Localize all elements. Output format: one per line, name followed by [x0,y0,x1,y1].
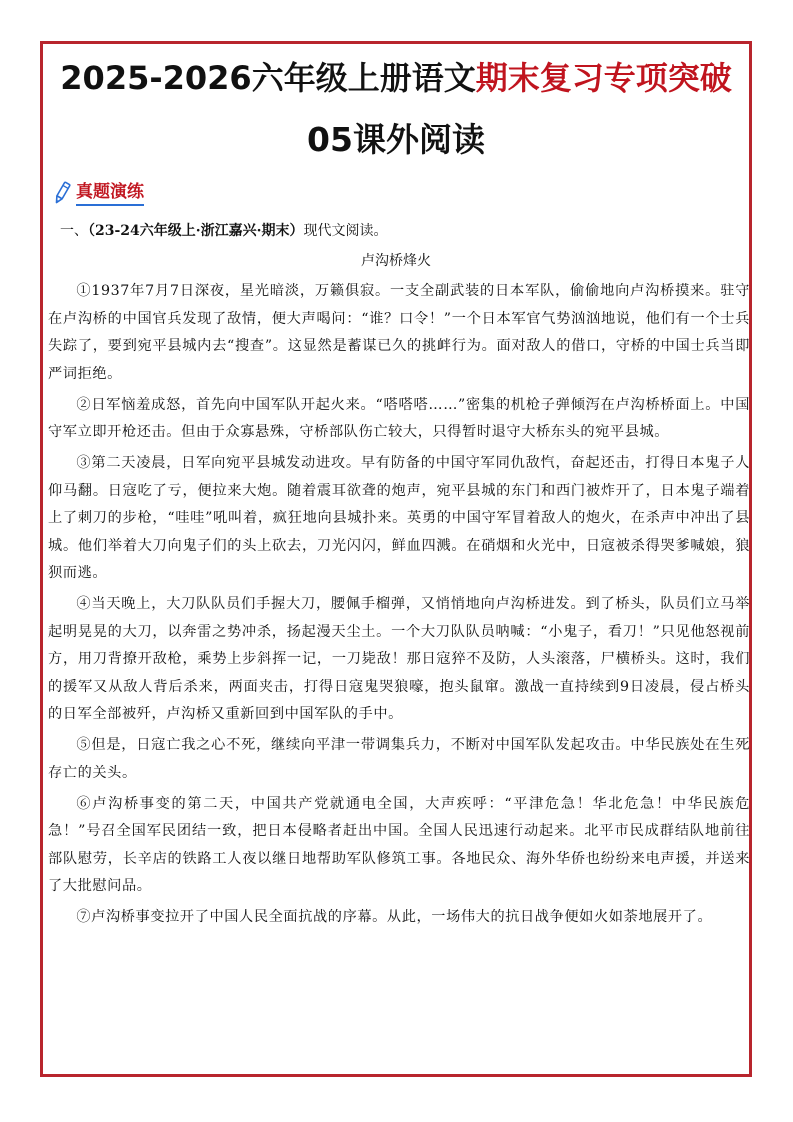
paragraph-4: ④当天晚上，大刀队队员们手握大刀，腰佩手榴弹，又悄悄地向卢沟桥进发。到了桥头，队员们立马举起明晃晃的大刀，以奔雷之势冲杀，扬起漫天尘土。一个大刀队队员呐喊：“小鬼子，看刀！”只见他怒视前方，用刀背撩开敌枪，乘势上步斜挥一记，一刀毙敌！那日寇猝不及防，人头滚落，尸横桥头。这时，我们的援军又从敌人背后杀来，两面夹击，打得日寇鬼哭狼嚎，抱头鼠窜。激战一直持续到9日凌晨，侵占桥头的日军全部被歼，卢沟桥又重新回到中国军队的手中。 [48,596,750,722]
section-label: 真题演练 [76,180,144,206]
paragraph-5: ⑤但是，日寇亡我之心不死，继续向平津一带调集兵力，不断对中国军队发起攻击。中华民族处在生死存亡的关头。 [48,737,750,781]
paragraph-3: ③第二天凌晨，日军向宛平县城发动进攻。早有防备的中国守军同仇敌忾，奋起还击，打得日本鬼子人仰马翻。日寇吃了亏，便拉来大炮。随着震耳欲聋的炮声，宛平县城的东门和西门被炸开了，日本鬼子端着上了刺刀的步枪，“哇哇”吼叫着，疯狂地向县城扑来。英勇的中国守军冒着敌人的炮火，在杀声中冲出了县城。他们举着大刀向鬼子们的头上砍去，刀光闪闪，鲜血四溅。在硝烟和火光中，日寇被杀得哭爹喊娘，狼狈而逃。 [48,455,750,581]
paragraph-6: ⑥卢沟桥事变的第二天，中国共产党就通电全国，大声疾呼：“平津危急！华北危急！中华民族危急！”号召全国军民团结一致，把日本侵略者赶出中国。全国人民迅速行动起来。北平市民成群结队地前往部队慰劳，长辛店的铁路工人夜以继日地帮助军队修筑工事。各地民众、海外华侨也纷纷来电声援，并送来了大批慰问品。 [48,795,750,894]
paragraph-7: ⑦卢沟桥事变拉开了中国人民全面抗战的序幕。从此，一场伟大的抗日战争便如火如荼地展开了。 [76,909,713,925]
page-title [40,56,752,100]
paragraph-1: ①1937年7月7日深夜，星光暗淡，万籁俱寂。一支全副武装的日本军队，偷偷地向卢沟桥摸来。驻守在卢沟桥的中国官兵发现了敌情，便大声喝问：“谁？口令！”一个日本军官气势汹汹地说，他们有一个士兵失踪了，要到宛平县城内去“搜查”。这显然是蓄谋已久的挑衅行为。面对敌人的借口，守桥的中国士兵当即严词拒绝。 [48,283,750,382]
section-heading [52,180,144,206]
passage-title: 卢沟桥烽火 [361,253,431,269]
passage-body [48,278,750,935]
question-number: 一、 [60,223,88,239]
title-prefix: 2025-2026六年级上册语文 [60,59,476,97]
question-instruction: 现代文阅读。 [303,223,388,239]
question-source: （23-24六年级上·浙江嘉兴·期末） [88,223,304,239]
question-header [60,220,388,242]
page-subtitle: 05课外阅读 [307,120,485,159]
title-highlight: 期末复习专项突破 [475,59,732,97]
paragraph-2: ②日军恼羞成怒，首先向中国军队开起火来。“嗒嗒嗒……”密集的机枪子弹倾泻在卢沟桥桥面上。中国守军立即开枪还击。但由于众寡悬殊，守桥部队伤亡较大，只得暂时退守大桥东头的宛平县城。 [48,396,750,440]
pencil-icon [52,181,72,205]
